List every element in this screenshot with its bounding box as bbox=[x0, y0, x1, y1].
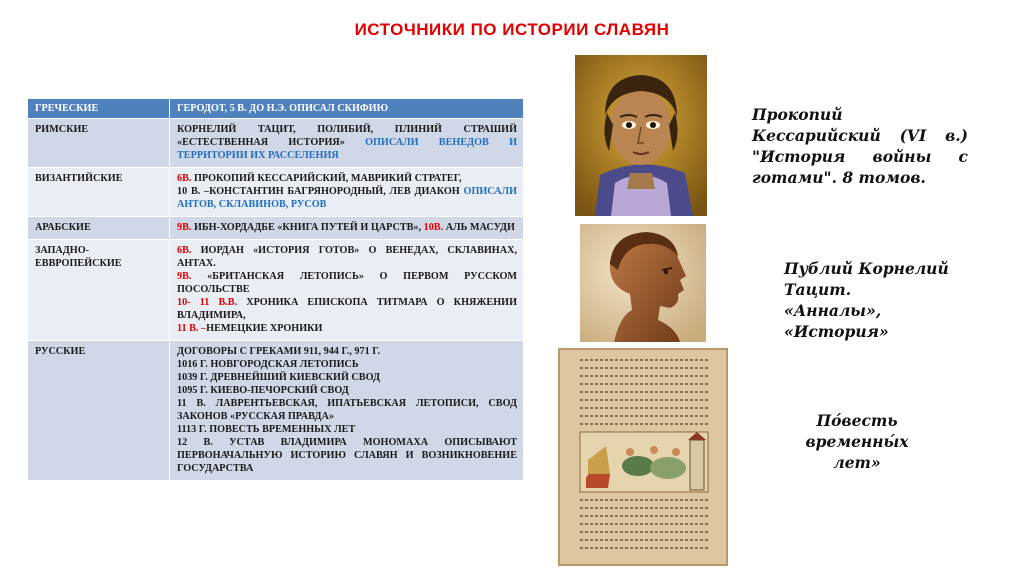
sources-text: НЕМЕЦКИЕ ХРОНИКИ bbox=[206, 323, 323, 334]
date-text: 10В. bbox=[423, 222, 444, 233]
source-line: 11 В. ЛАВРЕНТЬЕВСКАЯ, ИПАТЬЕВСКАЯ ЛЕТОПИСИ, СВОД ЗАКОНОВ «РУССКАЯ ПРАВДА» bbox=[177, 398, 517, 422]
sources-text: ХРОНИКА ЕПИСКОПА ТИТМАРА О КНЯЖЕНИИ ВЛАДИМИРА, bbox=[177, 297, 517, 321]
sources-text: ПРОКОПИЙ КЕССАРИЙСКИЙ, МАВРИКИЙ СТРАТЕГ, bbox=[193, 173, 462, 184]
sources-text: КОРНЕЛИЙ ТАЦИТ, ПОЛИБИЙ, ПЛИНИЙ СТРАШИЙ «ЕСТЕСТВЕННАЯ ИСТОРИЯ» bbox=[177, 124, 517, 148]
procopius-caption: Прокопий Кессарийский (VI в.) "История войны с готами". 8 томов. bbox=[752, 105, 968, 187]
source-line: 1095 Г. КИЕВО-ПЕЧОРСКИЙ СВОД bbox=[177, 385, 349, 396]
caption-line: По́весть bbox=[816, 411, 898, 430]
date-text: 6В. bbox=[177, 173, 192, 184]
tacitus-caption bbox=[784, 258, 984, 342]
tacitus-portrait-image bbox=[580, 224, 706, 342]
chronicle-caption bbox=[792, 410, 922, 473]
sources-cell bbox=[170, 341, 524, 481]
table-row bbox=[28, 240, 524, 341]
sources-text: ИОРДАН «ИСТОРИЯ ГОТОВ» О ВЕНЕДАХ, СКЛАВИНАХ, АНТАХ. bbox=[177, 245, 517, 269]
procopius-portrait-icon bbox=[575, 55, 707, 216]
table-row bbox=[28, 99, 524, 119]
highlight-text: ОПИСАЛИ АНТОВ, СКЛАВИНОВ, РУСОВ bbox=[177, 186, 518, 210]
source-line: ДОГОВОРЫ С ГРЕКАМИ 911, 944 Г., 971 Г. bbox=[177, 346, 381, 357]
manuscript-page-icon bbox=[558, 348, 728, 566]
category-cell: РУССКИЕ bbox=[28, 341, 170, 481]
table-row bbox=[28, 217, 524, 240]
tacitus-bust-icon bbox=[580, 224, 706, 342]
page-title: ИСТОЧНИКИ ПО ИСТОРИИ СЛАВЯН bbox=[354, 20, 670, 39]
caption-line: лет» bbox=[833, 453, 881, 472]
date-text: 10- 11 В.В. bbox=[177, 297, 238, 308]
sources-text: «БРИТАНСКАЯ ЛЕТОПИСЬ» О ПЕРВОМ РУССКОМ ПОСОЛЬСТВЕ bbox=[177, 271, 517, 295]
category-cell: АРАБСКИЕ bbox=[28, 217, 170, 240]
procopius-portrait-image bbox=[575, 55, 707, 216]
sources-cell: ГЕРОДОТ, 5 В. ДО Н.Э. ОПИСАЛ СКИФИЮ bbox=[170, 99, 524, 119]
caption-line: Публий Корнелий Тацит. bbox=[784, 259, 949, 299]
date-text: 9В. bbox=[177, 222, 192, 233]
caption-line: «История» bbox=[784, 322, 889, 341]
source-line: 1016 Г. НОВГОРОДСКАЯ ЛЕТОПИСЬ bbox=[177, 359, 359, 370]
sources-cell bbox=[170, 240, 524, 341]
highlight-text: ОПИСАЛИ ВЕНЕДОВ И ТЕРРИТОРИИ ИХ РАССЕЛЕНИЯ bbox=[177, 137, 517, 161]
source-line: 1039 Г. ДРЕВНЕЙШИЙ КИЕВСКИЙ СВОД bbox=[177, 372, 381, 383]
sources-table bbox=[27, 98, 524, 481]
source-line: 12 В. УСТАВ ВЛАДИМИРА МОНОМАХА ОПИСЫВАЮТ ПЕРВОНАЧАЛЬНУЮ ИСТОРИЮ СЛАВЯН И ВОЗНИКНОВЕНИЕ ГОСУДАРСТВА bbox=[177, 437, 517, 474]
sources-text: АЛЬ МАСУДИ bbox=[445, 222, 515, 233]
category-cell: ВИЗАНТИЙСКИЕ bbox=[28, 168, 170, 217]
sources-text: 10 В. –КОНСТАНТИН БАГРЯНОРОДНЫЙ, ЛЕВ ДИАКОН bbox=[177, 186, 460, 197]
category-cell: РИМСКИЕ bbox=[28, 119, 170, 168]
table-row bbox=[28, 341, 524, 481]
category-cell: ГРЕЧЕСКИЕ bbox=[28, 99, 170, 119]
table-row bbox=[28, 168, 524, 217]
caption-line: «Анналы», bbox=[784, 301, 882, 320]
date-text: 9В. bbox=[177, 271, 192, 282]
sources-cell bbox=[170, 168, 524, 217]
sources-text: ИБН-ХОРДАДБЕ «КНИГА ПУТЕЙ И ЦАРСТВ», bbox=[193, 222, 422, 233]
table-row bbox=[28, 119, 524, 168]
caption-line: временны́х bbox=[805, 432, 909, 451]
source-line: 1113 Г. ПОВЕСТЬ ВРЕМЕННЫХ ЛЕТ bbox=[177, 424, 356, 435]
sources-cell bbox=[170, 119, 524, 168]
category-cell: ЗАПАДНО-ЕВВРОПЕЙСКИЕ bbox=[28, 240, 170, 341]
date-text: 6В. bbox=[177, 245, 192, 256]
sources-cell bbox=[170, 217, 524, 240]
date-text: 11 В. – bbox=[177, 323, 207, 334]
chronicle-manuscript-image bbox=[558, 348, 728, 566]
